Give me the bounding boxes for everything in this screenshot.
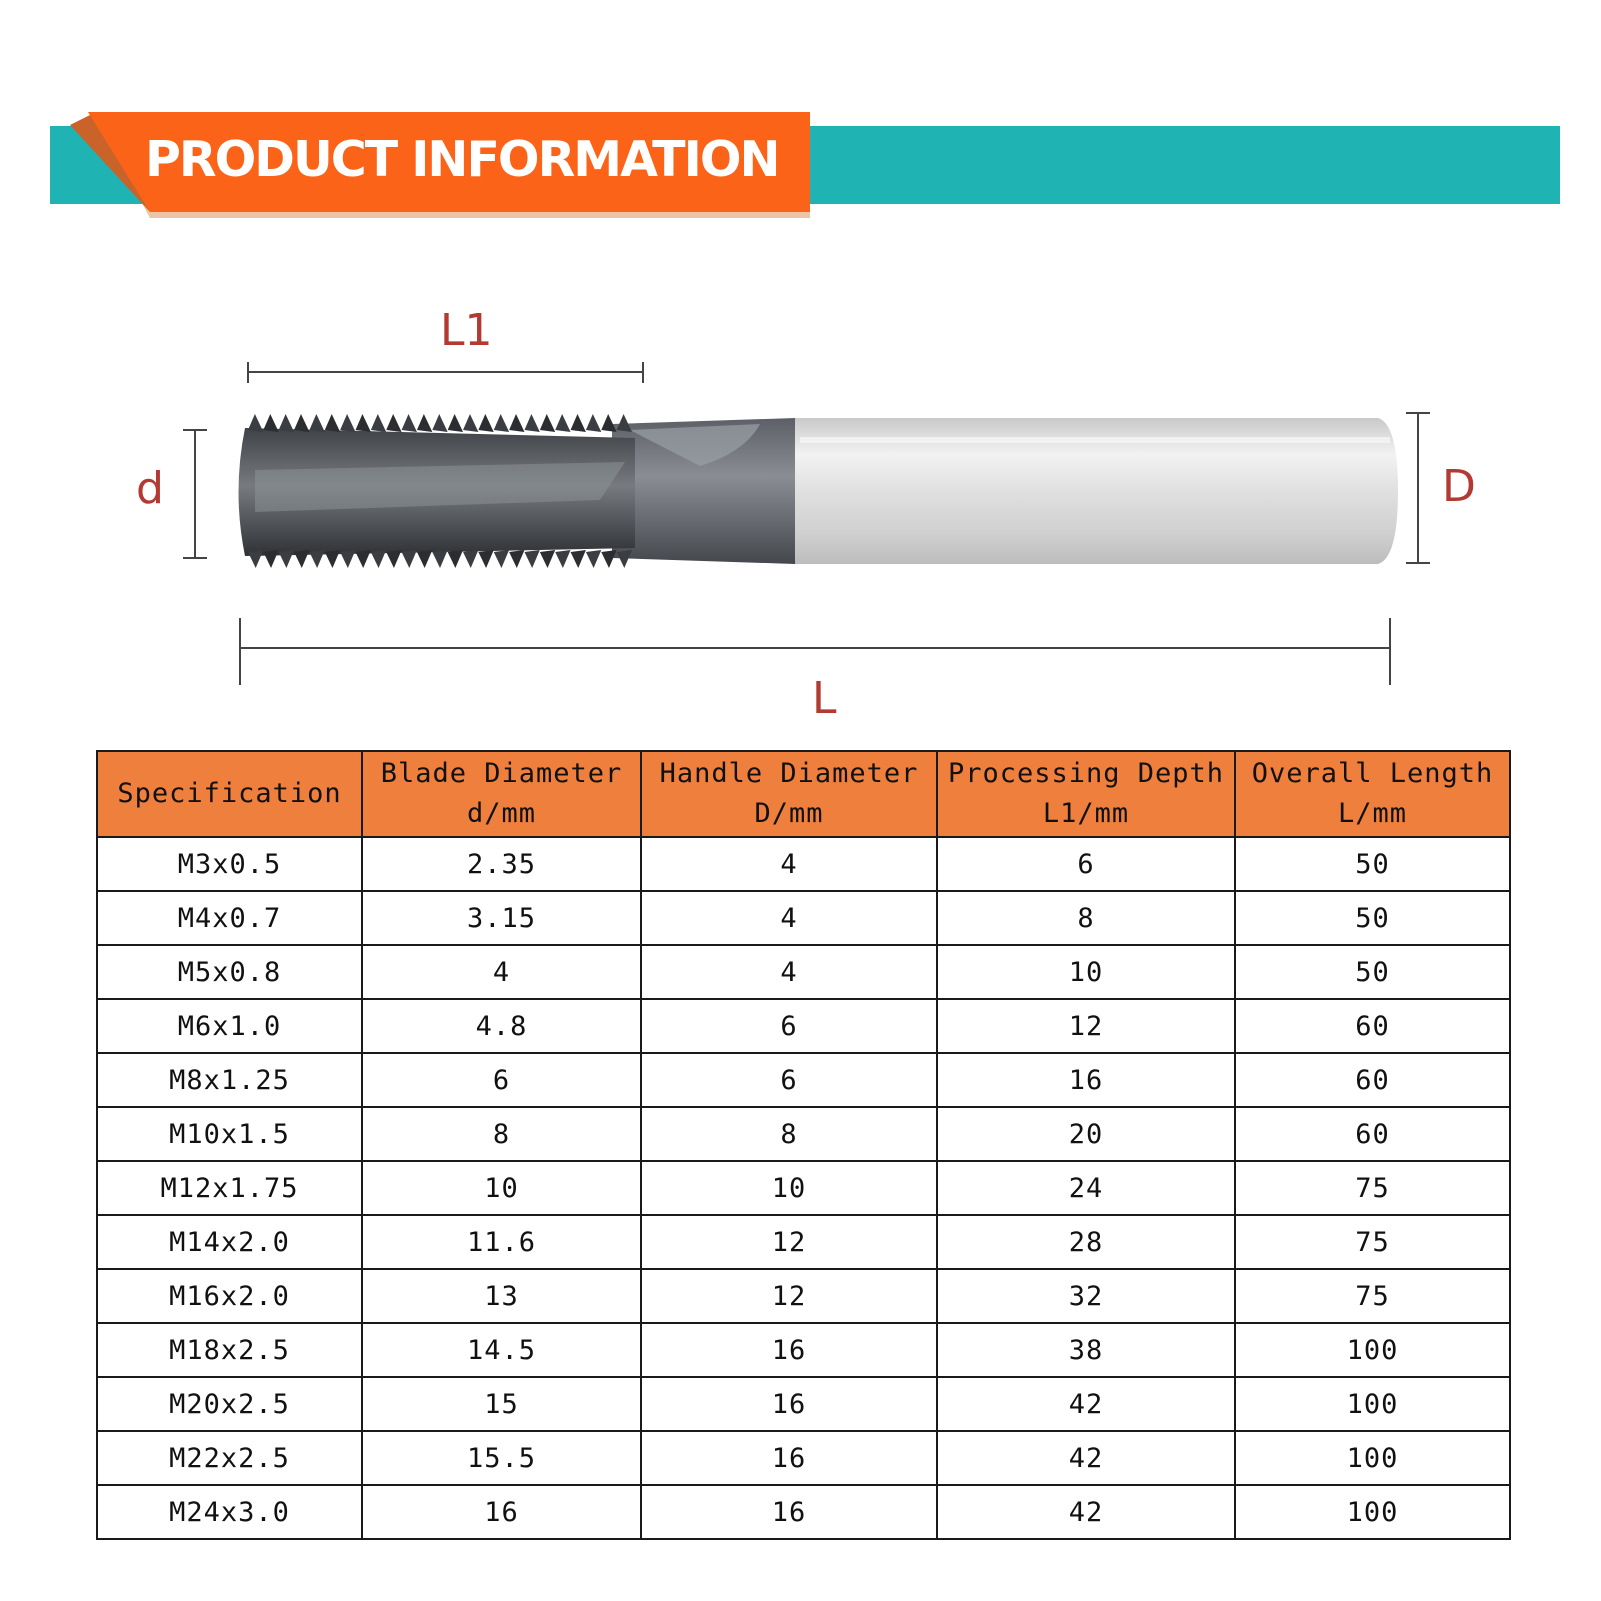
cell-overall-length: 100 bbox=[1235, 1377, 1510, 1431]
header-specification: Specification bbox=[97, 751, 362, 837]
cell-processing-depth: 12 bbox=[937, 999, 1235, 1053]
cell-processing-depth: 42 bbox=[937, 1485, 1235, 1539]
cell-processing-depth: 32 bbox=[937, 1269, 1235, 1323]
thread-mill-cutter-icon bbox=[0, 240, 1601, 730]
cell-handle-diameter: 16 bbox=[641, 1431, 937, 1485]
cell-handle-diameter: 4 bbox=[641, 837, 937, 891]
cell-processing-depth: 24 bbox=[937, 1161, 1235, 1215]
cell-blade-diameter: 8 bbox=[362, 1107, 641, 1161]
cell-processing-depth: 28 bbox=[937, 1215, 1235, 1269]
table-header-row bbox=[97, 751, 1510, 837]
table-row bbox=[97, 1485, 1510, 1539]
l-label: L bbox=[812, 673, 837, 724]
cell-overall-length: 60 bbox=[1235, 1053, 1510, 1107]
cell-specification: M24x3.0 bbox=[97, 1485, 362, 1539]
cell-blade-diameter: 13 bbox=[362, 1269, 641, 1323]
cell-specification: M4x0.7 bbox=[97, 891, 362, 945]
banner-graphic bbox=[0, 0, 1601, 240]
cell-overall-length: 60 bbox=[1235, 999, 1510, 1053]
cell-handle-diameter: 8 bbox=[641, 1107, 937, 1161]
cell-overall-length: 60 bbox=[1235, 1107, 1510, 1161]
cell-blade-diameter: 6 bbox=[362, 1053, 641, 1107]
header-blade-diameter: Blade Diameter d/mm bbox=[362, 751, 641, 837]
cell-blade-diameter: 2.35 bbox=[362, 837, 641, 891]
cell-handle-diameter: 16 bbox=[641, 1323, 937, 1377]
cell-blade-diameter: 10 bbox=[362, 1161, 641, 1215]
header-handle-diameter: Handle Diameter D/mm bbox=[641, 751, 937, 837]
cell-processing-depth: 20 bbox=[937, 1107, 1235, 1161]
cell-specification: M5x0.8 bbox=[97, 945, 362, 999]
tool-teeth-bottom bbox=[248, 550, 632, 568]
header-overall-length: Overall Length L/mm bbox=[1235, 751, 1510, 837]
l1-label: L1 bbox=[440, 305, 493, 356]
cell-specification: M6x1.0 bbox=[97, 999, 362, 1053]
cell-handle-diameter: 6 bbox=[641, 999, 937, 1053]
cell-processing-depth: 42 bbox=[937, 1377, 1235, 1431]
cell-overall-length: 50 bbox=[1235, 837, 1510, 891]
cell-blade-diameter: 3.15 bbox=[362, 891, 641, 945]
cell-specification: M14x2.0 bbox=[97, 1215, 362, 1269]
table-row bbox=[97, 1377, 1510, 1431]
d-label: d bbox=[136, 463, 164, 514]
cell-overall-length: 100 bbox=[1235, 1431, 1510, 1485]
cell-processing-depth: 38 bbox=[937, 1323, 1235, 1377]
cell-handle-diameter: 12 bbox=[641, 1215, 937, 1269]
header-processing-depth: Processing Depth L1/mm bbox=[937, 751, 1235, 837]
cell-specification: M12x1.75 bbox=[97, 1161, 362, 1215]
cell-processing-depth: 16 bbox=[937, 1053, 1235, 1107]
page-title: PRODUCT INFORMATION bbox=[145, 131, 779, 188]
cell-specification: M10x1.5 bbox=[97, 1107, 362, 1161]
big-d-label: D bbox=[1442, 461, 1476, 512]
tool-teeth-top bbox=[248, 414, 632, 432]
cell-overall-length: 100 bbox=[1235, 1485, 1510, 1539]
cell-overall-length: 50 bbox=[1235, 891, 1510, 945]
table-row bbox=[97, 1323, 1510, 1377]
cell-specification: M3x0.5 bbox=[97, 837, 362, 891]
table-row bbox=[97, 999, 1510, 1053]
table-row bbox=[97, 1431, 1510, 1485]
table-row bbox=[97, 1053, 1510, 1107]
cell-processing-depth: 42 bbox=[937, 1431, 1235, 1485]
tool-dimension-diagram bbox=[0, 240, 1601, 730]
cell-processing-depth: 6 bbox=[937, 837, 1235, 891]
cell-handle-diameter: 4 bbox=[641, 945, 937, 999]
cell-blade-diameter: 4 bbox=[362, 945, 641, 999]
table-row bbox=[97, 1161, 1510, 1215]
cell-specification: M20x2.5 bbox=[97, 1377, 362, 1431]
cell-blade-diameter: 14.5 bbox=[362, 1323, 641, 1377]
table-row bbox=[97, 1107, 1510, 1161]
table-row bbox=[97, 1269, 1510, 1323]
specification-table bbox=[96, 750, 1511, 1540]
cell-processing-depth: 10 bbox=[937, 945, 1235, 999]
cell-handle-diameter: 16 bbox=[641, 1485, 937, 1539]
cell-blade-diameter: 16 bbox=[362, 1485, 641, 1539]
cell-overall-length: 75 bbox=[1235, 1161, 1510, 1215]
cell-handle-diameter: 4 bbox=[641, 891, 937, 945]
cell-blade-diameter: 4.8 bbox=[362, 999, 641, 1053]
cell-handle-diameter: 16 bbox=[641, 1377, 937, 1431]
cell-blade-diameter: 15 bbox=[362, 1377, 641, 1431]
table-row bbox=[97, 837, 1510, 891]
cell-specification: M8x1.25 bbox=[97, 1053, 362, 1107]
table-row bbox=[97, 945, 1510, 999]
table-row bbox=[97, 1215, 1510, 1269]
cell-blade-diameter: 11.6 bbox=[362, 1215, 641, 1269]
cell-specification: M16x2.0 bbox=[97, 1269, 362, 1323]
cell-overall-length: 75 bbox=[1235, 1215, 1510, 1269]
cell-handle-diameter: 12 bbox=[641, 1269, 937, 1323]
cell-blade-diameter: 15.5 bbox=[362, 1431, 641, 1485]
table-row bbox=[97, 891, 1510, 945]
cell-handle-diameter: 6 bbox=[641, 1053, 937, 1107]
cell-specification: M22x2.5 bbox=[97, 1431, 362, 1485]
product-information-banner bbox=[0, 0, 1601, 240]
cell-specification: M18x2.5 bbox=[97, 1323, 362, 1377]
cell-processing-depth: 8 bbox=[937, 891, 1235, 945]
cell-handle-diameter: 10 bbox=[641, 1161, 937, 1215]
cell-overall-length: 75 bbox=[1235, 1269, 1510, 1323]
cell-overall-length: 100 bbox=[1235, 1323, 1510, 1377]
cell-overall-length: 50 bbox=[1235, 945, 1510, 999]
